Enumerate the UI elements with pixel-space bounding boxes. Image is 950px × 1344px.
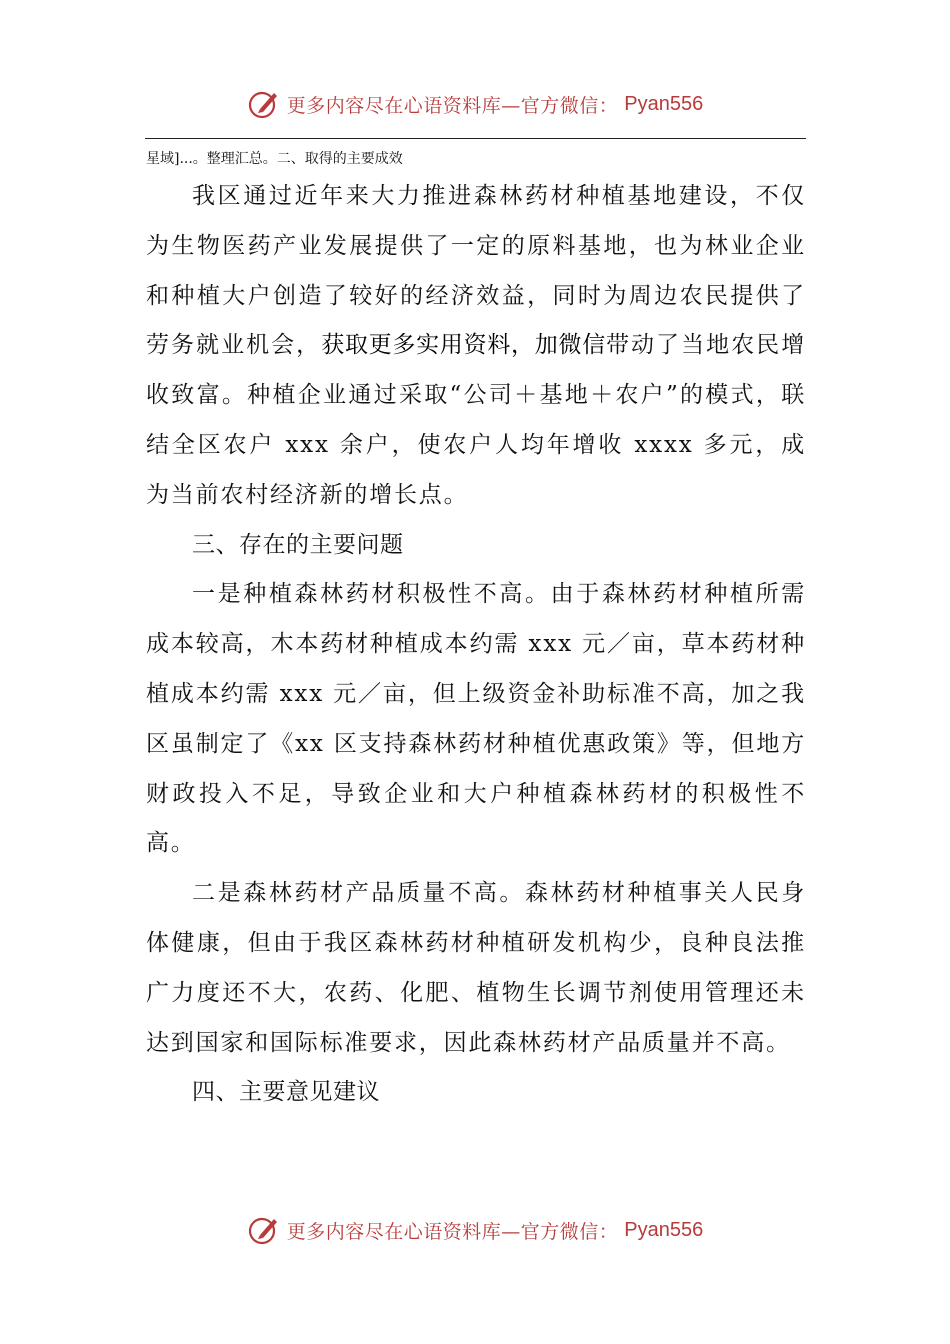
section-heading-problems: 三、存在的主要问题 xyxy=(192,531,404,558)
bottom-banner xyxy=(0,1210,950,1250)
banner-text: 更多内容尽在心语资料库—官方微信： xyxy=(286,94,619,117)
pen-nib-circle-icon xyxy=(247,87,281,121)
section-heading-suggestions: 四、主要意见建议 xyxy=(192,1079,380,1106)
top-banner xyxy=(0,84,950,124)
banner-text: 更多内容尽在心语资料库—官方微信： xyxy=(286,1220,619,1243)
pen-nib-circle-icon xyxy=(247,1213,281,1247)
paragraph-text: 带动了当地农民增收致富。种植企业通过采取“公司＋基地＋农户”的模式，联结全区农户 xxx 余户，使农户人均年增收 xxxx 多元，成为当前农村经济新的增长点。 xyxy=(146,332,806,508)
ad-text: 获取更多实用资料，加微信 xyxy=(321,332,606,359)
banner-wechat-id: Pyan556 xyxy=(624,92,704,115)
paragraph-problem-2: 二是森林药材产品质量不高。森林药材种植事关人民身体健康，但由于我区森林药材种植研发机构少，良种良法推广力度还不大，农药、化肥、植物生长调节剂使用管理还未达到国家和国际标准要求，因此森林药材产品质量并不高。 xyxy=(146,880,806,1056)
paragraph-text: 我区通过近年来大力推进森林药材种植基地建设，不仅为生物医药产业发展提供了一定的原料基地，也为林业企业和种植大户创造了较好的经济效益，同时为周边农民提供了劳务就业机会， xyxy=(146,183,806,359)
running-head: 星域]...。整理汇总。二、取得的主要成效 xyxy=(146,151,403,167)
document-body xyxy=(146,172,806,1118)
banner-wechat-id: Pyan556 xyxy=(624,1218,704,1241)
header-rule xyxy=(145,138,806,139)
paragraph-problem-1: 一是种植森林药材积极性不高。由于森林药材种植所需成本较高，木本药材种植成本约需 xxx 元／亩，草本药材种植成本约需 xxx 元／亩，但上级资金补助标准不高，加之我区虽制定了《xx 区支持森林药材种植优惠政策》等，但地方财政投入不足，导致企业和大户种植森林药材的积极性不高。 xyxy=(146,581,806,857)
paragraph-achievements xyxy=(146,172,806,521)
